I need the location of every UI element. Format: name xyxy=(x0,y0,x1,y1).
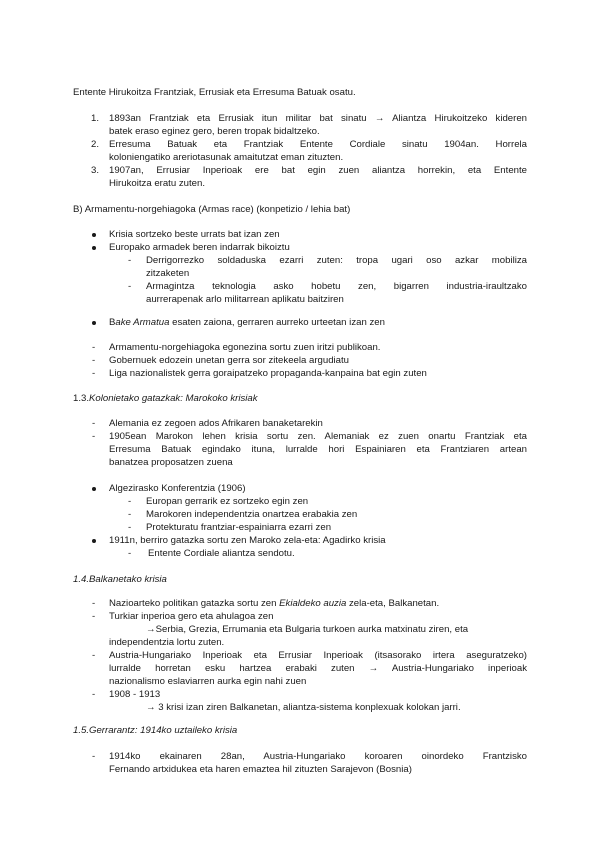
dash-item-text: Armamentu-norgehiagoka egonezina sortu zuen iritzi publikoan. xyxy=(109,342,381,353)
intro-text: Entente Hirukoitza Frantziak, Errusiak eta Erresuma Batuak osatu. xyxy=(73,87,356,98)
sub-item-text: aurrerapenak arlo militarrean aplikatu baitziren xyxy=(146,294,344,305)
dash-item-text: 1908 - 1913 xyxy=(109,689,161,700)
bullet-icon xyxy=(92,321,96,325)
bake-prefix: B xyxy=(109,317,116,328)
bullet-icon xyxy=(92,539,96,543)
dash-marker: - xyxy=(92,431,96,442)
list-number: 3. xyxy=(91,165,100,176)
sub-item-text: Protekturatu frantziar-espainiarra ezarri zen xyxy=(146,522,332,533)
list-item-text: batek eraso eginez gero, beren tropak bidaltzeko. xyxy=(109,126,320,137)
bullet-text: Europako armadek beren indarrak bikoiztu xyxy=(109,242,290,253)
continuation-text: →Serbia, Grezia, Errumania eta Bulgaria turkoen aurka matxinatu ziren, eta xyxy=(146,624,469,635)
dash-item-text: Liga nazionalistek gerra goraipatzeko propaganda-kanpaina bat egin zuten xyxy=(109,368,427,379)
sub-item-text: zitzaketen xyxy=(146,268,190,279)
dash-marker: - xyxy=(128,522,132,533)
dash-item-text: Gobernuek edozein unetan gerra sor zitekeela argudiatu xyxy=(109,355,350,366)
sub-item-text: Marokoren independentzia onartzea erabakia zen xyxy=(146,509,358,520)
dash-item-text: Alemania ez zegoen ados Afrikaren banaketarekin xyxy=(109,418,323,429)
sub-item-text: Entente Cordiale aliantza sendotu. xyxy=(148,548,295,559)
dash-item-text: Fernando artxidukea eta haren emaztea hil zituzten Sarajevon (Bosnia) xyxy=(109,764,412,775)
sub-item-text: Armagintza teknologia asko hobetu zen, bigarren industria-iraultzako xyxy=(146,281,527,292)
dash-item-text: 1914ko ekainaren 28an, Austria-Hungariako koroaren oinordeko Frantzisko xyxy=(109,751,527,762)
dash-marker: - xyxy=(128,255,132,266)
dash-item-text: lurralde horretan esku hartzea erabaki zuten → Austria-Hungariako inperioak xyxy=(109,663,527,674)
dash-marker: - xyxy=(92,611,96,622)
section-heading xyxy=(73,392,258,405)
dash-item-text xyxy=(109,597,439,610)
dash-item-text: banatzea proposatzen zuena xyxy=(109,457,233,468)
list-item-text: 1907an, Errusiar Inperioak ere bat egin zuen aliantza horrekin, eta Entente xyxy=(109,165,527,176)
list-item-text: koloniengatiko areriotasunak amaitutzat eman zituzten. xyxy=(109,152,344,163)
dash-marker: - xyxy=(92,368,96,379)
bullet-text: Krisia sortzeko beste urrats bat izan zen xyxy=(109,229,280,240)
text-run: zela-eta, Balkanetan. xyxy=(346,598,440,609)
text-run-italic: Ekialdeko auzia xyxy=(279,598,347,609)
section-title: Kolonietako gatazkak: Marokoko krisiak xyxy=(89,393,258,404)
bullet-icon xyxy=(92,487,96,491)
bullet-text: Algezirasko Konferentzia (1906) xyxy=(109,483,246,494)
text-run: Nazioarteko politikan gatazka sortu zen xyxy=(109,598,280,609)
bullet-text: 1911n, berriro gatazka sortu zen Maroko zela-eta: Agadirko krisia xyxy=(109,535,386,546)
bullet-icon xyxy=(92,246,96,250)
list-item-text: Hirukoitza eratu zuten. xyxy=(109,178,205,189)
dash-marker: - xyxy=(128,548,132,559)
dash-marker: - xyxy=(128,496,132,507)
bake-suffix: esaten zaiona, gerraren aurreko urteetan izan zen xyxy=(169,317,385,328)
sub-item-text: Europan gerrarik ez sortzeko egin zen xyxy=(146,496,309,507)
dash-item-text: Turkiar inperioa gero eta ahulagoa zen xyxy=(109,611,274,622)
dash-marker: - xyxy=(92,598,96,609)
list-item-text: Erresuma Batuak eta Frantziak Entente Cordiale sinatu 1904an. Horrela xyxy=(109,139,527,150)
dash-item-text: Austria-Hungariako Inperioak eta Errusiar Inperioak (itsasorako irtera aseguratzeko) xyxy=(109,650,527,661)
continuation-text: independentzia lortu zuten. xyxy=(109,637,225,648)
dash-marker: - xyxy=(92,418,96,429)
list-number: 2. xyxy=(91,139,100,150)
dash-item-text: 1905ean Marokon lehen krisia sortu zen. Alemaniak ez zuen onartu Frantziak eta xyxy=(109,431,527,442)
section-number: 1.3. xyxy=(73,393,90,404)
dash-marker: - xyxy=(92,689,96,700)
dash-marker: - xyxy=(92,751,96,762)
dash-item-text: nazionalismo eslaviarren aurka egin nahi zuen xyxy=(109,676,307,687)
list-item-text: 1893an Frantziak eta Errusiak itun militar bat sinatu → Aliantza Hirukoitzeko kideren xyxy=(109,113,527,124)
list-number: 1. xyxy=(91,113,100,124)
dash-item-text: Erresuma Batuak egindako ituna, lurralde hori Espainiaren eta Frantziaren artean xyxy=(109,444,527,455)
dash-marker: - xyxy=(128,281,132,292)
section-heading: 1.5.Gerrarantz: 1914ko uztaileko krisia xyxy=(73,725,238,736)
bake-armatua-text xyxy=(109,316,385,329)
bullet-icon xyxy=(92,233,96,237)
bake-italic: ake Armatua xyxy=(115,317,170,328)
sub-item-text: Derrigorrezko soldaduska ezarri zuten: tropa ugari oso azkar mobiliza xyxy=(146,255,527,266)
continuation-text: → 3 krisi izan ziren Balkanetan, aliantza-sistema konplexuak kolokan jarri. xyxy=(146,702,461,713)
dash-marker: - xyxy=(92,650,96,661)
dash-marker: - xyxy=(128,509,132,520)
section-heading: B) Armamentu-norgehiagoka (Armas race) (konpetizio / lehia bat) xyxy=(73,204,351,215)
section-heading: 1.4.Balkanetako krisia xyxy=(73,574,167,585)
dash-marker: - xyxy=(92,355,96,366)
dash-marker: - xyxy=(92,342,96,353)
